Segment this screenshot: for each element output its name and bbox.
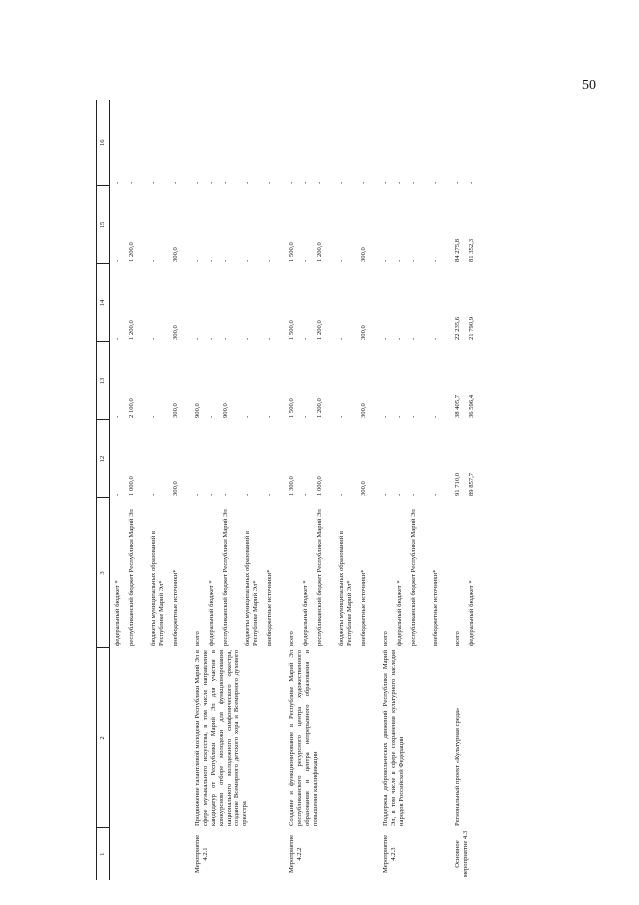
value-cell: - (243, 181, 251, 184)
value-cell: - (113, 259, 121, 262)
funding-source: всего (193, 631, 201, 646)
value-column-13 (450, 342, 486, 420)
value-column-16 (284, 100, 378, 186)
column-header: 14 (97, 264, 110, 342)
table-row (284, 100, 378, 880)
column-header: 13 (97, 342, 110, 420)
funding-sources (284, 498, 378, 648)
value-cell: - (113, 415, 121, 418)
value-cell: - (431, 337, 439, 340)
value-cell: - (243, 337, 251, 340)
value-column-12 (378, 420, 450, 498)
value-cell: - (207, 181, 215, 184)
value-cell: - (467, 181, 475, 184)
funding-sources (109, 498, 190, 648)
value-cell: - (359, 181, 367, 184)
activity-id: Мероприятие 4.2.2 (287, 834, 303, 874)
value-cell: - (193, 181, 201, 184)
funding-source: федеральный бюджет * (207, 580, 215, 646)
value-column-16 (378, 100, 450, 186)
value-cell: 22 235,6 (453, 316, 461, 340)
value-cell: - (431, 493, 439, 496)
value-cell: 1 500,0 (287, 320, 295, 340)
value-column-14 (190, 264, 284, 342)
value-column-13 (190, 342, 284, 420)
value-column-14 (450, 264, 486, 342)
funding-source: бюджеты муниципальных образований в Республике Марий Эл* (337, 531, 353, 646)
value-cell: 84 275,8 (453, 238, 461, 262)
value-cell: - (395, 415, 403, 418)
value-cell: - (265, 337, 273, 340)
activity-name: Поддержка добровольческих движений Республики Марий Эл, в том числе в сфере сохранения культурного наследия народов Российской Федерации (381, 650, 405, 826)
column-header: 2 (97, 648, 110, 828)
funding-source: всего (453, 631, 461, 646)
funding-source: федеральный бюджет * (113, 580, 121, 646)
funding-source: бюджеты муниципальных образований в Республике Марий Эл* (243, 531, 259, 646)
value-column-12 (109, 420, 190, 498)
value-cell: - (193, 493, 201, 496)
value-cell: - (221, 181, 229, 184)
column-header: 16 (97, 100, 110, 186)
value-cell: - (243, 415, 251, 418)
activity-name: Продвижение талантливой молодежи Республики Марий Эл в сфере музыкального искусства, в том числе направление кандидатур от Республики Марий Эл для участия в конкурсном отборе молодежи для функционирования национального молодежного симфонического оркестра, создание Всемирного детского хора и Всемирного духового оркестра (193, 650, 249, 826)
value-cell: - (337, 415, 345, 418)
value-column-12 (450, 420, 486, 498)
value-cell: - (395, 493, 403, 496)
value-column-12 (190, 420, 284, 498)
funding-source: внебюджетные источники* (431, 569, 439, 646)
funding-source: республиканский бюджет Республики Марий Эл (127, 509, 135, 646)
value-cell: - (337, 181, 345, 184)
value-cell: - (301, 181, 309, 184)
value-cell: - (453, 181, 461, 184)
value-cell: 1 300,0 (287, 476, 295, 496)
activity-id: Основное мероприятие 4.3 (453, 830, 469, 878)
value-cell: 1 200,0 (315, 242, 323, 262)
value-cell: - (149, 259, 157, 262)
value-column-15 (284, 186, 378, 264)
funding-source: всего (381, 631, 389, 646)
funding-source: республиканский бюджет Республики Марий Эл (315, 509, 323, 646)
value-cell: 300,0 (171, 403, 179, 418)
value-cell: 1 200,0 (315, 320, 323, 340)
value-cell: 300,0 (171, 247, 179, 262)
value-cell: - (301, 493, 309, 496)
funding-source: федеральный бюджет * (301, 580, 309, 646)
value-cell: 1 500,0 (287, 242, 295, 262)
value-column-15 (190, 186, 284, 264)
value-cell: - (207, 493, 215, 496)
funding-source: всего (287, 631, 295, 646)
column-header: 15 (97, 186, 110, 264)
value-cell: - (243, 493, 251, 496)
activity-id: Мероприятие 4.2.3 (381, 834, 397, 874)
value-cell: - (207, 415, 215, 418)
funding-source: внебюджетные источники* (171, 569, 179, 646)
value-cell: - (221, 493, 229, 496)
value-column-13 (378, 342, 450, 420)
value-column-15 (450, 186, 486, 264)
table-body (109, 100, 486, 880)
column-header: 1 (97, 828, 110, 880)
value-cell: 1 000,0 (315, 476, 323, 496)
funding-source: федеральный бюджет * (467, 580, 475, 646)
value-cell: - (265, 181, 273, 184)
value-cell: - (243, 259, 251, 262)
value-cell: 300,0 (171, 325, 179, 340)
value-cell: - (221, 337, 229, 340)
funding-source: федеральный бюджет * (395, 580, 403, 646)
value-cell: - (431, 415, 439, 418)
value-cell: - (381, 493, 389, 496)
value-cell: - (409, 259, 417, 262)
value-cell: - (337, 337, 345, 340)
value-cell: - (193, 337, 201, 340)
value-cell: 1 000,0 (127, 476, 135, 496)
value-cell: - (221, 259, 229, 262)
value-cell: - (265, 259, 273, 262)
value-cell: 38 405,7 (453, 394, 461, 418)
value-cell: 21 790,9 (467, 316, 475, 340)
value-column-16 (450, 100, 486, 186)
activity-name: Создание и функционирование в Республике Марий Эл республиканского ресурсного центра художественного образования и центра непрерывного образования и повышения квалификации (287, 650, 319, 826)
value-cell: - (149, 181, 157, 184)
value-cell: - (301, 415, 309, 418)
value-column-14 (284, 264, 378, 342)
rotated-table-wrapper (96, 100, 626, 880)
value-cell: - (395, 259, 403, 262)
value-cell: 2 100,0 (127, 398, 135, 418)
value-cell: - (113, 337, 121, 340)
value-column-15 (378, 186, 450, 264)
value-cell: 900,0 (221, 403, 229, 418)
value-cell: - (301, 259, 309, 262)
budget-table (96, 100, 486, 880)
table-row (450, 100, 486, 880)
value-cell: 1 200,0 (315, 398, 323, 418)
value-cell: - (301, 337, 309, 340)
value-cell: 91 710,0 (453, 472, 461, 496)
value-cell: 1 200,0 (127, 320, 135, 340)
value-cell: - (381, 181, 389, 184)
value-cell: 81 352,3 (467, 238, 475, 262)
value-column-14 (378, 264, 450, 342)
funding-source: республиканский бюджет Республики Марий Эл (409, 509, 417, 646)
value-cell: 36 596,4 (467, 394, 475, 418)
value-cell: - (127, 181, 135, 184)
value-column-16 (109, 100, 190, 186)
value-column-16 (190, 100, 284, 186)
funding-sources (190, 498, 284, 648)
value-cell: - (381, 415, 389, 418)
value-cell: 300,0 (359, 247, 367, 262)
value-cell: 300,0 (359, 403, 367, 418)
value-cell: - (431, 181, 439, 184)
value-cell: - (409, 493, 417, 496)
column-header: 12 (97, 420, 110, 498)
value-cell: - (409, 415, 417, 418)
value-cell: - (431, 259, 439, 262)
value-cell: 300,0 (171, 481, 179, 496)
value-cell: - (149, 415, 157, 418)
table-row (378, 100, 450, 880)
funding-source: бюджеты муниципальных образований в Республике Марий Эл* (149, 531, 165, 646)
value-cell: - (171, 181, 179, 184)
value-cell: - (149, 337, 157, 340)
value-cell: - (149, 493, 157, 496)
funding-sources (450, 498, 486, 648)
value-cell: - (207, 259, 215, 262)
value-cell: - (113, 181, 121, 184)
value-cell: 300,0 (359, 481, 367, 496)
value-column-14 (109, 264, 190, 342)
value-cell: - (337, 259, 345, 262)
funding-source: внебюджетные источники* (359, 569, 367, 646)
activity-id: Мероприятие 4.2.1 (193, 834, 209, 874)
value-cell: 900,0 (193, 403, 201, 418)
value-cell: 89 857,7 (467, 472, 475, 496)
table-header (97, 100, 110, 880)
page-number: 50 (582, 78, 596, 93)
value-column-15 (109, 186, 190, 264)
activity-name (109, 648, 190, 828)
value-cell: 300,0 (359, 325, 367, 340)
value-column-13 (109, 342, 190, 420)
value-cell: - (395, 337, 403, 340)
value-cell: - (315, 181, 323, 184)
value-cell: - (193, 259, 201, 262)
value-cell: - (265, 415, 273, 418)
activity-name: Региональный проект «Культурная среда» (453, 707, 461, 826)
value-cell: - (395, 181, 403, 184)
value-cell: - (113, 493, 121, 496)
value-cell: - (381, 337, 389, 340)
value-cell: - (409, 181, 417, 184)
column-header: 3 (97, 498, 110, 648)
value-cell: 1 200,0 (127, 242, 135, 262)
table-row (109, 100, 190, 880)
value-cell: - (265, 493, 273, 496)
value-cell: 1 500,0 (287, 398, 295, 418)
value-cell: - (337, 493, 345, 496)
value-column-13 (284, 342, 378, 420)
value-column-12 (284, 420, 378, 498)
value-cell: - (287, 181, 295, 184)
funding-source: внебюджетные источники* (265, 569, 273, 646)
funding-sources (378, 498, 450, 648)
activity-id (109, 828, 190, 880)
value-cell: - (381, 259, 389, 262)
table-row (190, 100, 284, 880)
value-cell: - (409, 337, 417, 340)
funding-source: республиканский бюджет Республики Марий Эл (221, 509, 229, 646)
value-cell: - (207, 337, 215, 340)
